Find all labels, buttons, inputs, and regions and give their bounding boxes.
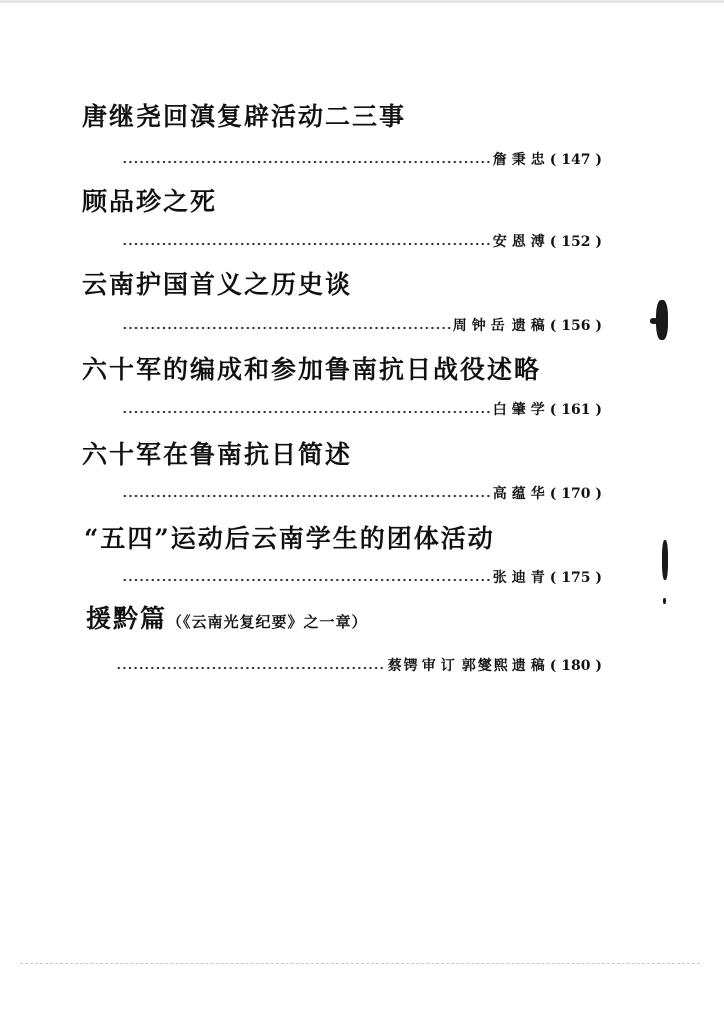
- entry-leader: [116, 656, 602, 676]
- entry-title: 顾品珍之死: [82, 187, 218, 216]
- entry-leader: [122, 484, 602, 504]
- entry-author: 安恩溥: [492, 234, 550, 250]
- scan-smudge: [662, 540, 668, 580]
- entry-author: 高蕴华: [492, 486, 550, 502]
- leader-dots: [116, 666, 386, 670]
- scan-smudge: [650, 318, 658, 324]
- leader-dots: [122, 410, 491, 414]
- entry-page-number: ( 147 ): [549, 152, 602, 168]
- leader-dots: [122, 494, 491, 498]
- entry-page-number: ( 170 ): [549, 486, 602, 502]
- entry-title: 六十军在鲁南抗日简述: [82, 440, 353, 469]
- entry-author: 詹秉忠: [492, 152, 550, 168]
- leader-dots: [122, 242, 491, 246]
- entry-page-number: ( 161 ): [549, 402, 602, 418]
- entry-leader: [122, 232, 602, 252]
- entry-author-role: 遗稿: [511, 318, 550, 334]
- entry-title: 六十军的编成和参加鲁南抗日战役述略: [82, 355, 542, 384]
- entry-author-second: 郭燮熙: [461, 658, 510, 674]
- entry-title: [86, 604, 368, 637]
- entry-author-role: 审订: [421, 658, 460, 674]
- entry-author: 周钟岳: [452, 318, 510, 334]
- leader-dots: [122, 578, 491, 582]
- entry-title: “五四”运动后云南学生的团体活动: [84, 524, 495, 553]
- entry-author: 白肇学: [492, 402, 550, 418]
- entry-title-main: 援黔篇: [86, 604, 168, 633]
- entry-title: 唐继尧回滇复辟活动二三事: [82, 102, 407, 131]
- leader-dots: [122, 160, 491, 164]
- entry-author: 张迪青: [492, 570, 550, 586]
- entry-author: 蔡锷: [387, 658, 420, 674]
- entry-page-number: ( 152 ): [549, 234, 602, 250]
- entry-page-number: ( 175 ): [549, 570, 602, 586]
- entry-subtitle: （《云南光复纪要》之一章）: [167, 613, 368, 631]
- entry-leader: [122, 150, 602, 170]
- scan-smudge: [663, 598, 666, 604]
- entry-leader: [122, 568, 602, 588]
- entry-title: 云南护国首义之历史谈: [82, 270, 353, 299]
- entry-author-second-role: 遗稿: [511, 658, 550, 674]
- leader-dots: [122, 326, 451, 330]
- entry-page-number: ( 180 ): [549, 658, 602, 674]
- page-bottom-rule: [20, 963, 700, 964]
- entry-leader: [122, 400, 602, 420]
- entry-leader: [122, 316, 602, 336]
- entry-page-number: ( 156 ): [549, 318, 602, 334]
